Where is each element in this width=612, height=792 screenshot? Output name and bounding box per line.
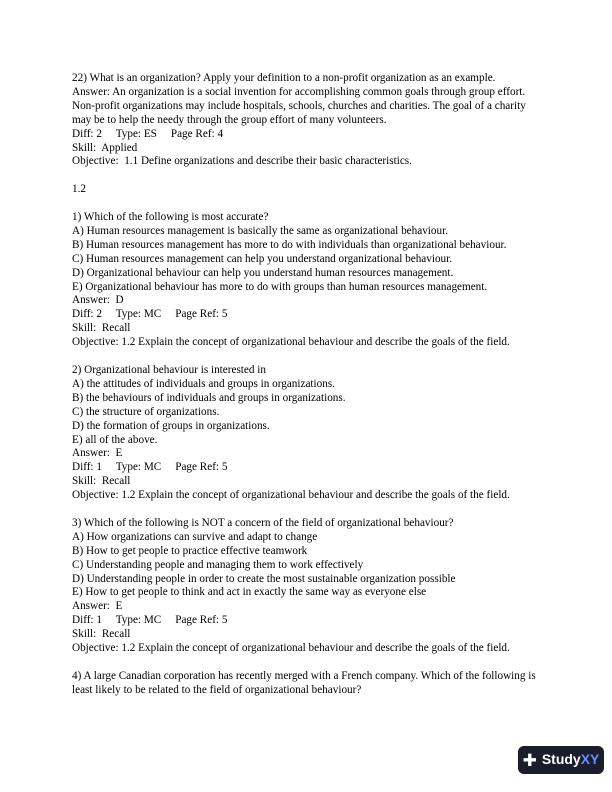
option-e: E) all of the above.: [72, 433, 158, 446]
sparkle-icon: ✚: [522, 750, 537, 770]
question-text: 22) What is an organization? Apply your definition to a non-profit organization as an example.: [72, 72, 496, 84]
brand-logo: [542, 753, 600, 767]
option-e: E) Organizational behaviour has more to do with groups than human resources management.: [72, 280, 488, 293]
brand-name-part: Study: [541, 751, 581, 768]
question-meta: Diff: 2 Type: MC Page Ref: 5: [72, 308, 228, 321]
brand-name-accent: XY: [580, 751, 600, 768]
answer-line: Answer: E: [72, 447, 123, 460]
option-c: C) the structure of organizations.: [72, 405, 220, 418]
answer-text: Answer: An organization is a social invention for accomplishing common goals through group effort. Non-profit organizations may include hospitals, schools, churches and charities. The goal of a charity may be to help the needy through the group effort of many volunteers.: [72, 85, 526, 126]
objective-line: Objective: 1.1 Define organizations and describe their basic characteristics.: [72, 155, 412, 168]
option-d: D) Organizational behaviour can help you understand human resources management.: [72, 266, 454, 279]
question-2: [72, 364, 542, 503]
studyxy-badge[interactable]: [518, 746, 604, 774]
question-text: 1) Which of the following is most accurate?: [72, 211, 269, 224]
skill-line: Skill: Recall: [72, 628, 131, 641]
option-d: D) Understanding people in order to create the most sustainable organization possible: [72, 572, 456, 585]
option-c: C) Understanding people and managing them to work effectively: [72, 558, 364, 571]
option-d: D) the formation of groups in organizations.: [72, 419, 270, 432]
question-text: 2) Organizational behaviour is interested in: [72, 363, 266, 376]
document-page: [72, 72, 542, 698]
skill-line: Skill: Applied: [72, 141, 138, 154]
objective-line: Objective: 1.2 Explain the concept of organizational behaviour and describe the goals of the field.: [72, 336, 510, 349]
option-b: B) Human resources management has more to do with individuals than organizational behaviour.: [72, 238, 507, 251]
skill-line: Skill: Recall: [72, 322, 131, 335]
answer-line: Answer: E: [72, 600, 123, 613]
question-1: [72, 211, 542, 350]
question-meta: Diff: 2 Type: ES Page Ref: 4: [72, 127, 224, 140]
question-22: [72, 72, 542, 169]
option-c: C) Human resources management can help you understand organizational behaviour.: [72, 252, 453, 265]
option-b: B) How to get people to practice effective teamwork: [72, 544, 308, 557]
option-a: A) How organizations can survive and adapt to change: [72, 530, 318, 543]
question-3: [72, 517, 542, 656]
objective-line: Objective: 1.2 Explain the concept of organizational behaviour and describe the goals of the field.: [72, 642, 510, 655]
answer-line: Answer: D: [72, 294, 124, 307]
option-b: B) the behaviours of individuals and groups in organizations.: [72, 391, 346, 404]
question-4: [72, 670, 542, 698]
question-meta: Diff: 1 Type: MC Page Ref: 5: [72, 461, 228, 474]
option-a: A) Human resources management is basically the same as organizational behaviour.: [72, 224, 449, 237]
skill-line: Skill: Recall: [72, 475, 131, 488]
option-a: A) the attitudes of individuals and groups in organizations.: [72, 377, 335, 390]
question-text: 3) Which of the following is NOT a concern of the field of organizational behaviour?: [72, 516, 454, 529]
question-meta: Diff: 1 Type: MC Page Ref: 5: [72, 614, 228, 627]
question-text: 4) A large Canadian corporation has recently merged with a French company. Which of the following is least likely to be related to the field of organizational behaviour?: [72, 669, 536, 696]
objective-line: Objective: 1.2 Explain the concept of organizational behaviour and describe the goals of the field.: [72, 489, 510, 502]
option-e: E) How to get people to think and act in exactly the same way as everyone else: [72, 586, 427, 599]
section-label: 1.2: [72, 183, 86, 196]
